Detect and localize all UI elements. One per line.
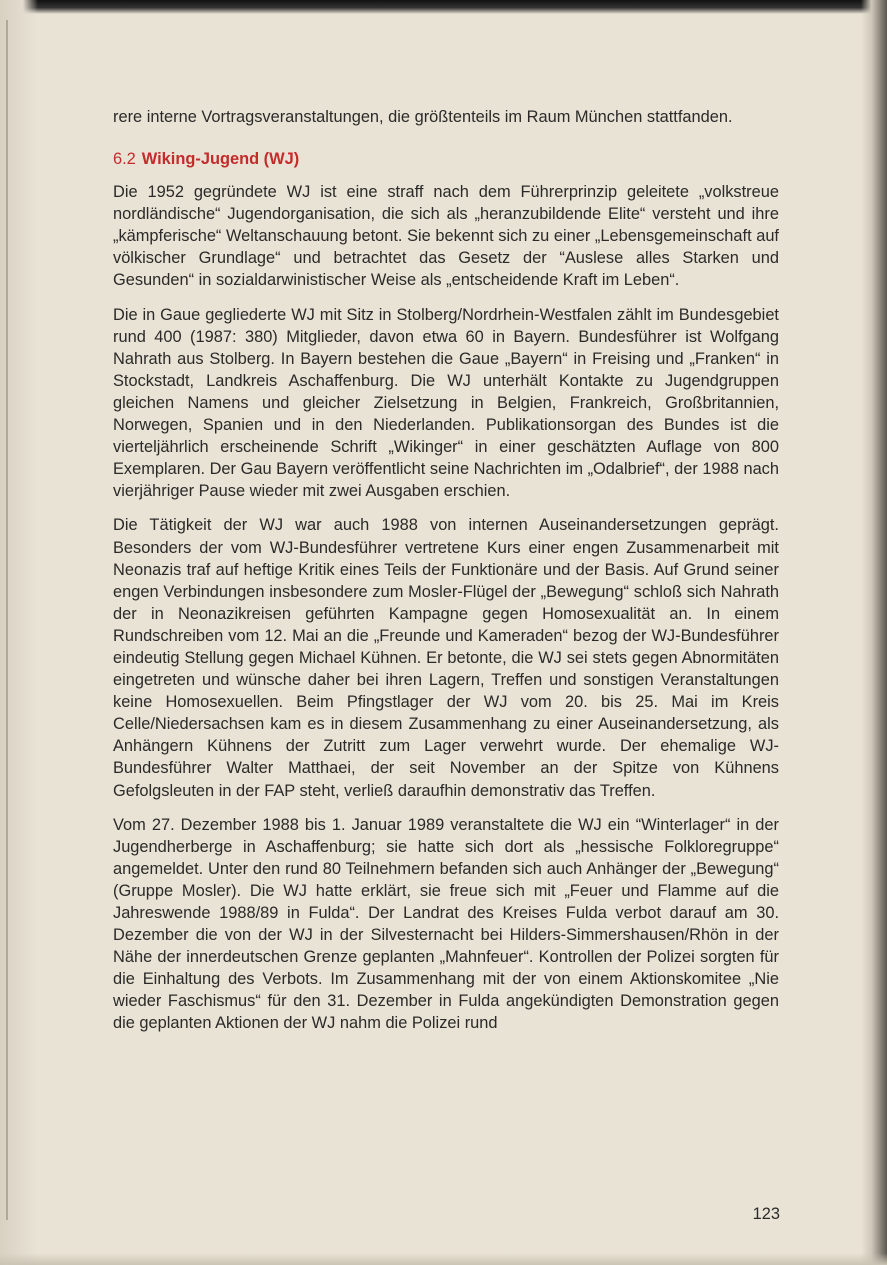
body-text — [113, 106, 779, 1047]
scan-edge-bottom — [0, 1253, 887, 1265]
paragraph: Vom 27. Dezember 1988 bis 1. Januar 1989 veranstaltete die WJ ein “Winterlager“ in der Jugendherberge in Aschaffenburg; sie hatte sich dort als „hessische Folkloregruppe“ angemeldet. Unter den rund 80 Teilnehmern befanden sich auch Anhänger der „Bewegung“ (Gruppe Mosler). Die WJ hatte erklärt, sie freue sich mit „Feuer und Flamme auf die Jahreswende 1988/89 in Fulda“. Der Landrat des Kreises Fulda verbot darauf am 30. Dezember die von der WJ in der Silvesternacht bei Hilders-Simmershausen/Rhön in der Nähe der innerdeutschen Grenze geplanten „Mahnfeuer“. Kontrollen der Polizei sorgten für die Einhaltung des Verbots. Im Zusammenhang mit der von einem Aktionskomitee „Nie wieder Faschismus“ für den 31. Dezember in Fulda angekündigten Demonstration gegen die geplanten Aktionen der WJ nahm die Polizei rund — [113, 815, 779, 1033]
section-number: 6.2 — [113, 150, 136, 169]
paragraph: Die in Gaue gegliederte WJ mit Sitz in Stolberg/Nordrhein-Westfalen zählt im Bundesgebiet rund 400 (1987: 380) Mitglieder, davon etwa 60 in Bayern. Bundesführer ist Wolfgang Nahrath aus Stolberg. In Bayern bestehen die Gaue „Bayern“ in Freising und „Franken“ in Stockstadt, Landkreis Aschaffenburg. Die WJ unterhält Kontakte zu Jugendgruppen gleichen Namens und gleicher Zielsetzung in Belgien, Frankreich, Großbritannien, Norwegen, Spanien und in den Niederlanden. Publikationsorgan des Bundes ist die vierteljährlich erscheinende Schrift „Wikinger“ in einer geschätzten Auflage von 800 Exemplaren. Der Gau Bayern veröffentlicht seine Nachrichten im „Odalbrief“, der 1988 nach vierjähriger Pause wieder mit zwei Ausgaben erschien. — [113, 305, 779, 501]
scan-binding-line — [6, 20, 8, 1220]
scan-edge-top — [0, 0, 887, 14]
paragraph: Die 1952 gegründete WJ ist eine straff nach dem Führerprinzip geleitete „volkstreue nordländische“ Jugendorganisation, die sich als „heranzubildende Elite“ versteht und ihre „kämpferische“ Weltanschauung betont. Sie bekennt sich zu einer „Lebensgemeinschaft auf völkischer Grundlage“ und betrachtet das Gesetz der “Auslese alles Starken und Gesunden“ in sozialdarwinistischer Weise als „entscheidende Kraft im Leben“. — [113, 183, 779, 290]
page-number: 123 — [752, 1205, 780, 1223]
scan-edge-right — [861, 0, 887, 1265]
section-heading — [113, 148, 779, 170]
section-title: Wiking-Jugend (WJ) — [141, 150, 300, 169]
paragraph: Die Tätigkeit der WJ war auch 1988 von internen Auseinandersetzungen geprägt. Besonders der vom WJ-Bundesführer vertretene Kurs einer engen Zusammenarbeit mit Neonazis traf auf heftige Kritik eines Teils der Funktionäre und der Basis. Auf Grund seiner engen Verbindungen insbesondere zum Mosler-Flügel der „Bewegung“ schloß sich Nahrath der in Neonazikreisen geführten Kampagne gegen Homosexualität an. In einem Rundschreiben vom 12. Mai an die „Freunde und Kameraden“ bezog der WJ-Bundesführer eindeutig Stellung gegen Michael Kühnen. Er betonte, die WJ sei stets gegen Abnormitäten eingetreten und wünsche daher bei ihren Lagern, Treffen und sonstigen Veranstaltungen keine Homosexuellen. Beim Pfingstlager der WJ vom 20. bis 25. Mai im Kreis Celle/Niedersachsen kam es in diesem Zusammenhang zu einer Auseinandersetzung, als Anhängern Kühnens der Zutritt zum Lager verwehrt wurde. Der ehemalige WJ-Bundesführer Walter Matthaei, der seit November an der Spitze von Kühnens Gefolgsleuten in der FAP steht, verließ daraufhin demonstrativ das Treffen. — [113, 516, 779, 800]
intro-paragraph: rere interne Vortragsveranstaltungen, die größtenteils im Raum München stattfanden. — [113, 108, 733, 126]
